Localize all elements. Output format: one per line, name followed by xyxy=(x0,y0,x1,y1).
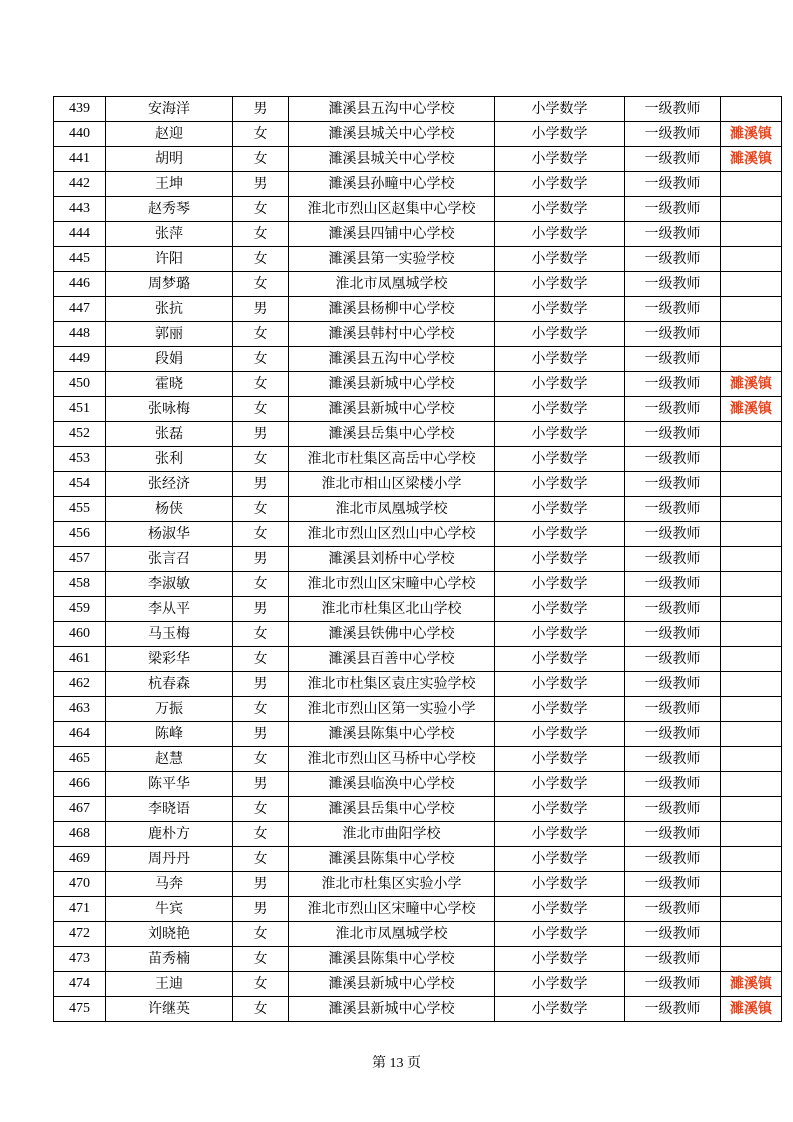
subject: 小学数学 xyxy=(495,697,625,722)
note-town xyxy=(721,772,782,797)
table-row xyxy=(54,572,782,597)
professional-title: 一级教师 xyxy=(625,372,721,397)
table-row xyxy=(54,747,782,772)
professional-title: 一级教师 xyxy=(625,897,721,922)
subject: 小学数学 xyxy=(495,997,625,1022)
teacher-name: 张言召 xyxy=(106,547,233,572)
professional-title: 一级教师 xyxy=(625,447,721,472)
row-number: 463 xyxy=(54,697,106,722)
gender: 女 xyxy=(233,697,289,722)
row-number: 455 xyxy=(54,497,106,522)
note-town xyxy=(721,947,782,972)
teacher-name: 杨侠 xyxy=(106,497,233,522)
school-name: 濉溪县陈集中心学校 xyxy=(289,947,495,972)
row-number: 475 xyxy=(54,997,106,1022)
note-town xyxy=(721,572,782,597)
row-number: 462 xyxy=(54,672,106,697)
subject: 小学数学 xyxy=(495,272,625,297)
professional-title: 一级教师 xyxy=(625,172,721,197)
professional-title: 一级教师 xyxy=(625,822,721,847)
table-row xyxy=(54,997,782,1022)
note-town xyxy=(721,797,782,822)
subject: 小学数学 xyxy=(495,847,625,872)
gender: 女 xyxy=(233,972,289,997)
professional-title: 一级教师 xyxy=(625,422,721,447)
note-town xyxy=(721,322,782,347)
professional-title: 一级教师 xyxy=(625,922,721,947)
subject: 小学数学 xyxy=(495,397,625,422)
gender: 女 xyxy=(233,497,289,522)
school-name: 濉溪县陈集中心学校 xyxy=(289,722,495,747)
gender: 女 xyxy=(233,372,289,397)
row-number: 450 xyxy=(54,372,106,397)
subject: 小学数学 xyxy=(495,447,625,472)
teacher-name: 张萍 xyxy=(106,222,233,247)
row-number: 451 xyxy=(54,397,106,422)
subject: 小学数学 xyxy=(495,122,625,147)
note-town xyxy=(721,597,782,622)
note-town xyxy=(721,272,782,297)
professional-title: 一级教师 xyxy=(625,722,721,747)
note-town xyxy=(721,672,782,697)
table-row xyxy=(54,247,782,272)
teacher-name: 郭丽 xyxy=(106,322,233,347)
gender: 女 xyxy=(233,347,289,372)
row-number: 447 xyxy=(54,297,106,322)
note-town xyxy=(721,847,782,872)
school-name: 淮北市杜集区北山学校 xyxy=(289,597,495,622)
professional-title: 一级教师 xyxy=(625,647,721,672)
gender: 女 xyxy=(233,847,289,872)
row-number: 468 xyxy=(54,822,106,847)
professional-title: 一级教师 xyxy=(625,672,721,697)
gender: 女 xyxy=(233,247,289,272)
note-town xyxy=(721,422,782,447)
table-row xyxy=(54,372,782,397)
teacher-name: 周丹丹 xyxy=(106,847,233,872)
row-number: 472 xyxy=(54,922,106,947)
row-number: 449 xyxy=(54,347,106,372)
subject: 小学数学 xyxy=(495,747,625,772)
row-number: 474 xyxy=(54,972,106,997)
note-town: 濉溪镇 xyxy=(721,122,782,147)
professional-title: 一级教师 xyxy=(625,872,721,897)
table-row xyxy=(54,447,782,472)
subject: 小学数学 xyxy=(495,522,625,547)
teacher-name: 刘晓艳 xyxy=(106,922,233,947)
school-name: 濉溪县陈集中心学校 xyxy=(289,847,495,872)
note-town xyxy=(721,197,782,222)
note-town xyxy=(721,297,782,322)
gender: 女 xyxy=(233,272,289,297)
subject: 小学数学 xyxy=(495,147,625,172)
school-name: 濉溪县新城中心学校 xyxy=(289,972,495,997)
teacher-name: 李从平 xyxy=(106,597,233,622)
professional-title: 一级教师 xyxy=(625,347,721,372)
table-row xyxy=(54,347,782,372)
subject: 小学数学 xyxy=(495,497,625,522)
table-row xyxy=(54,797,782,822)
teacher-name: 陈峰 xyxy=(106,722,233,747)
school-name: 濉溪县城关中心学校 xyxy=(289,147,495,172)
row-number: 446 xyxy=(54,272,106,297)
gender: 女 xyxy=(233,222,289,247)
professional-title: 一级教师 xyxy=(625,972,721,997)
teacher-roster-table xyxy=(53,96,782,1022)
row-number: 448 xyxy=(54,322,106,347)
table-row xyxy=(54,322,782,347)
row-number: 456 xyxy=(54,522,106,547)
note-town xyxy=(721,647,782,672)
subject: 小学数学 xyxy=(495,797,625,822)
table-row xyxy=(54,622,782,647)
professional-title: 一级教师 xyxy=(625,772,721,797)
note-town xyxy=(721,697,782,722)
school-name: 淮北市烈山区第一实验小学 xyxy=(289,697,495,722)
teacher-name: 段娟 xyxy=(106,347,233,372)
teacher-name: 张抗 xyxy=(106,297,233,322)
professional-title: 一级教师 xyxy=(625,397,721,422)
teacher-name: 赵迎 xyxy=(106,122,233,147)
note-town xyxy=(721,522,782,547)
subject: 小学数学 xyxy=(495,322,625,347)
note-town xyxy=(721,722,782,747)
gender: 女 xyxy=(233,447,289,472)
subject: 小学数学 xyxy=(495,722,625,747)
subject: 小学数学 xyxy=(495,222,625,247)
gender: 男 xyxy=(233,872,289,897)
subject: 小学数学 xyxy=(495,647,625,672)
professional-title: 一级教师 xyxy=(625,622,721,647)
teacher-name: 许阳 xyxy=(106,247,233,272)
row-number: 464 xyxy=(54,722,106,747)
table-row xyxy=(54,547,782,572)
table-row xyxy=(54,272,782,297)
subject: 小学数学 xyxy=(495,347,625,372)
note-town xyxy=(721,497,782,522)
school-name: 淮北市烈山区马桥中心学校 xyxy=(289,747,495,772)
school-name: 淮北市烈山区赵集中心学校 xyxy=(289,197,495,222)
note-town xyxy=(721,622,782,647)
row-number: 465 xyxy=(54,747,106,772)
school-name: 淮北市凤凰城学校 xyxy=(289,497,495,522)
teacher-name: 王坤 xyxy=(106,172,233,197)
table-row xyxy=(54,872,782,897)
teacher-name: 李晓语 xyxy=(106,797,233,822)
school-name: 淮北市相山区梁楼小学 xyxy=(289,472,495,497)
row-number: 453 xyxy=(54,447,106,472)
teacher-name: 牛宾 xyxy=(106,897,233,922)
school-name: 淮北市凤凰城学校 xyxy=(289,272,495,297)
school-name: 濉溪县杨柳中心学校 xyxy=(289,297,495,322)
roster-body xyxy=(54,97,782,1022)
school-name: 淮北市杜集区袁庄实验学校 xyxy=(289,672,495,697)
teacher-name: 张经济 xyxy=(106,472,233,497)
subject: 小学数学 xyxy=(495,372,625,397)
school-name: 淮北市烈山区宋疃中心学校 xyxy=(289,897,495,922)
school-name: 濉溪县百善中心学校 xyxy=(289,647,495,672)
row-number: 444 xyxy=(54,222,106,247)
subject: 小学数学 xyxy=(495,947,625,972)
gender: 男 xyxy=(233,722,289,747)
teacher-name: 杭春森 xyxy=(106,672,233,697)
teacher-name: 许继英 xyxy=(106,997,233,1022)
row-number: 445 xyxy=(54,247,106,272)
professional-title: 一级教师 xyxy=(625,247,721,272)
subject: 小学数学 xyxy=(495,472,625,497)
school-name: 濉溪县五沟中心学校 xyxy=(289,347,495,372)
note-town: 濉溪镇 xyxy=(721,372,782,397)
professional-title: 一级教师 xyxy=(625,97,721,122)
gender: 男 xyxy=(233,597,289,622)
note-town: 濉溪镇 xyxy=(721,997,782,1022)
gender: 男 xyxy=(233,547,289,572)
row-number: 473 xyxy=(54,947,106,972)
row-number: 443 xyxy=(54,197,106,222)
school-name: 濉溪县孙疃中心学校 xyxy=(289,172,495,197)
professional-title: 一级教师 xyxy=(625,147,721,172)
row-number: 439 xyxy=(54,97,106,122)
school-name: 濉溪县新城中心学校 xyxy=(289,397,495,422)
subject: 小学数学 xyxy=(495,922,625,947)
gender: 女 xyxy=(233,122,289,147)
table-row xyxy=(54,172,782,197)
note-town xyxy=(721,822,782,847)
school-name: 濉溪县城关中心学校 xyxy=(289,122,495,147)
professional-title: 一级教师 xyxy=(625,947,721,972)
note-town: 濉溪镇 xyxy=(721,147,782,172)
row-number: 452 xyxy=(54,422,106,447)
professional-title: 一级教师 xyxy=(625,297,721,322)
note-town xyxy=(721,447,782,472)
row-number: 442 xyxy=(54,172,106,197)
table-row xyxy=(54,122,782,147)
professional-title: 一级教师 xyxy=(625,797,721,822)
note-town xyxy=(721,922,782,947)
professional-title: 一级教师 xyxy=(625,847,721,872)
school-name: 濉溪县岳集中心学校 xyxy=(289,797,495,822)
professional-title: 一级教师 xyxy=(625,122,721,147)
teacher-name: 苗秀楠 xyxy=(106,947,233,972)
school-name: 淮北市烈山区烈山中心学校 xyxy=(289,522,495,547)
school-name: 濉溪县四铺中心学校 xyxy=(289,222,495,247)
subject: 小学数学 xyxy=(495,97,625,122)
teacher-name: 梁彩华 xyxy=(106,647,233,672)
gender: 女 xyxy=(233,147,289,172)
school-name: 淮北市杜集区高岳中心学校 xyxy=(289,447,495,472)
professional-title: 一级教师 xyxy=(625,497,721,522)
note-town xyxy=(721,872,782,897)
teacher-name: 张咏梅 xyxy=(106,397,233,422)
row-number: 441 xyxy=(54,147,106,172)
subject: 小学数学 xyxy=(495,622,625,647)
note-town: 濉溪镇 xyxy=(721,972,782,997)
row-number: 471 xyxy=(54,897,106,922)
teacher-name: 陈平华 xyxy=(106,772,233,797)
gender: 男 xyxy=(233,297,289,322)
note-town xyxy=(721,897,782,922)
table-row xyxy=(54,922,782,947)
row-number: 461 xyxy=(54,647,106,672)
subject: 小学数学 xyxy=(495,972,625,997)
subject: 小学数学 xyxy=(495,422,625,447)
table-row xyxy=(54,397,782,422)
school-name: 淮北市杜集区实验小学 xyxy=(289,872,495,897)
gender: 女 xyxy=(233,197,289,222)
subject: 小学数学 xyxy=(495,872,625,897)
teacher-name: 李淑敏 xyxy=(106,572,233,597)
table-row xyxy=(54,147,782,172)
table-row xyxy=(54,647,782,672)
table-row xyxy=(54,197,782,222)
professional-title: 一级教师 xyxy=(625,997,721,1022)
gender: 男 xyxy=(233,772,289,797)
note-town xyxy=(721,172,782,197)
teacher-name: 张利 xyxy=(106,447,233,472)
school-name: 淮北市凤凰城学校 xyxy=(289,922,495,947)
professional-title: 一级教师 xyxy=(625,222,721,247)
table-row xyxy=(54,97,782,122)
professional-title: 一级教师 xyxy=(625,697,721,722)
professional-title: 一级教师 xyxy=(625,572,721,597)
subject: 小学数学 xyxy=(495,547,625,572)
row-number: 470 xyxy=(54,872,106,897)
gender: 女 xyxy=(233,647,289,672)
teacher-name: 赵秀琴 xyxy=(106,197,233,222)
professional-title: 一级教师 xyxy=(625,522,721,547)
table-row xyxy=(54,947,782,972)
table-row xyxy=(54,822,782,847)
table-row xyxy=(54,297,782,322)
school-name: 濉溪县岳集中心学校 xyxy=(289,422,495,447)
table-row xyxy=(54,897,782,922)
table-row xyxy=(54,422,782,447)
professional-title: 一级教师 xyxy=(625,272,721,297)
gender: 男 xyxy=(233,897,289,922)
note-town xyxy=(721,747,782,772)
gender: 男 xyxy=(233,172,289,197)
teacher-name: 王迪 xyxy=(106,972,233,997)
subject: 小学数学 xyxy=(495,822,625,847)
school-name: 淮北市烈山区宋疃中心学校 xyxy=(289,572,495,597)
teacher-name: 马玉梅 xyxy=(106,622,233,647)
gender: 女 xyxy=(233,572,289,597)
school-name: 濉溪县刘桥中心学校 xyxy=(289,547,495,572)
table-row xyxy=(54,697,782,722)
gender: 男 xyxy=(233,422,289,447)
row-number: 458 xyxy=(54,572,106,597)
row-number: 459 xyxy=(54,597,106,622)
table-row xyxy=(54,522,782,547)
gender: 女 xyxy=(233,797,289,822)
row-number: 467 xyxy=(54,797,106,822)
table-row xyxy=(54,597,782,622)
professional-title: 一级教师 xyxy=(625,197,721,222)
professional-title: 一级教师 xyxy=(625,747,721,772)
teacher-name: 赵慧 xyxy=(106,747,233,772)
school-name: 濉溪县新城中心学校 xyxy=(289,372,495,397)
school-name: 濉溪县新城中心学校 xyxy=(289,997,495,1022)
teacher-name: 张磊 xyxy=(106,422,233,447)
subject: 小学数学 xyxy=(495,172,625,197)
teacher-name: 杨淑华 xyxy=(106,522,233,547)
school-name: 淮北市曲阳学校 xyxy=(289,822,495,847)
gender: 女 xyxy=(233,822,289,847)
gender: 女 xyxy=(233,622,289,647)
professional-title: 一级教师 xyxy=(625,547,721,572)
teacher-name: 周梦璐 xyxy=(106,272,233,297)
table-row xyxy=(54,722,782,747)
subject: 小学数学 xyxy=(495,772,625,797)
professional-title: 一级教师 xyxy=(625,472,721,497)
table-row xyxy=(54,772,782,797)
gender: 男 xyxy=(233,97,289,122)
note-town xyxy=(721,247,782,272)
gender: 女 xyxy=(233,397,289,422)
gender: 女 xyxy=(233,947,289,972)
row-number: 457 xyxy=(54,547,106,572)
row-number: 454 xyxy=(54,472,106,497)
professional-title: 一级教师 xyxy=(625,597,721,622)
subject: 小学数学 xyxy=(495,897,625,922)
teacher-name: 安海洋 xyxy=(106,97,233,122)
gender: 男 xyxy=(233,472,289,497)
subject: 小学数学 xyxy=(495,247,625,272)
row-number: 440 xyxy=(54,122,106,147)
subject: 小学数学 xyxy=(495,572,625,597)
note-town: 濉溪镇 xyxy=(721,397,782,422)
note-town xyxy=(721,222,782,247)
row-number: 460 xyxy=(54,622,106,647)
gender: 女 xyxy=(233,747,289,772)
gender: 女 xyxy=(233,997,289,1022)
school-name: 濉溪县韩村中心学校 xyxy=(289,322,495,347)
teacher-name: 马奔 xyxy=(106,872,233,897)
subject: 小学数学 xyxy=(495,197,625,222)
subject: 小学数学 xyxy=(495,597,625,622)
note-town xyxy=(721,472,782,497)
note-town xyxy=(721,347,782,372)
table-row xyxy=(54,497,782,522)
teacher-name: 鹿朴方 xyxy=(106,822,233,847)
school-name: 濉溪县五沟中心学校 xyxy=(289,97,495,122)
note-town xyxy=(721,97,782,122)
table-row xyxy=(54,672,782,697)
school-name: 濉溪县临涣中心学校 xyxy=(289,772,495,797)
table-row xyxy=(54,222,782,247)
table-row xyxy=(54,972,782,997)
subject: 小学数学 xyxy=(495,672,625,697)
table-row xyxy=(54,847,782,872)
professional-title: 一级教师 xyxy=(625,322,721,347)
subject: 小学数学 xyxy=(495,297,625,322)
row-number: 469 xyxy=(54,847,106,872)
row-number: 466 xyxy=(54,772,106,797)
table-row xyxy=(54,472,782,497)
school-name: 濉溪县第一实验学校 xyxy=(289,247,495,272)
teacher-name: 万振 xyxy=(106,697,233,722)
gender: 女 xyxy=(233,522,289,547)
note-town xyxy=(721,547,782,572)
teacher-name: 胡明 xyxy=(106,147,233,172)
gender: 女 xyxy=(233,322,289,347)
school-name: 濉溪县铁佛中心学校 xyxy=(289,622,495,647)
gender: 女 xyxy=(233,922,289,947)
teacher-name: 霍晓 xyxy=(106,372,233,397)
page-number: 第 13 页 xyxy=(372,1056,421,1071)
gender: 男 xyxy=(233,672,289,697)
